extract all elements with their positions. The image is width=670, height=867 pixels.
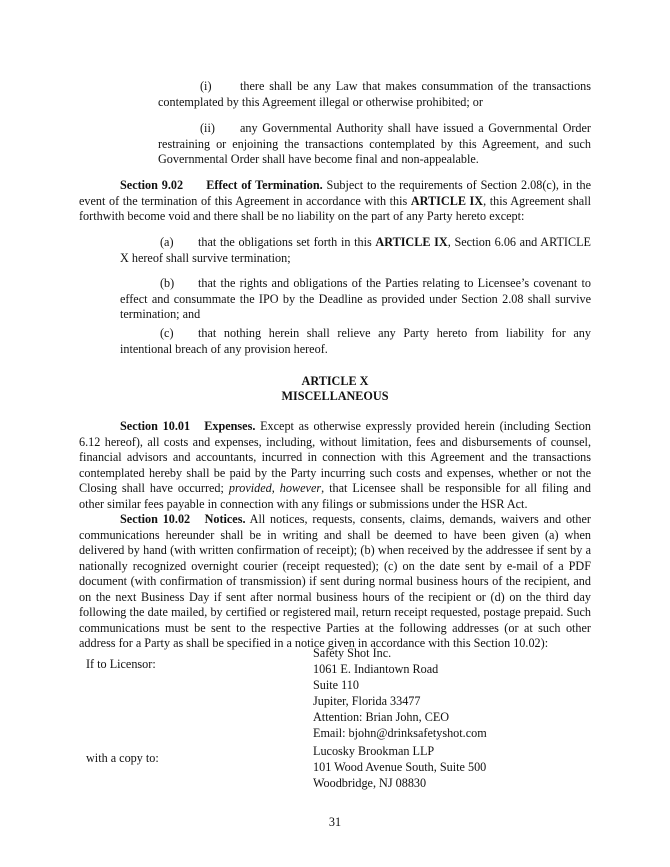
clause-c (120, 326, 591, 357)
section-text-b: , that Licensee shall be responsible for all filing and other similar fees payable in connection with any filings or submissions under the HSR Act. (79, 481, 591, 511)
clause-b (120, 276, 591, 323)
clause-text: any Governmental Authority shall have issued a Governmental Order restraining or enjoining the transactions contemplated by this Agreement, and such Governmental Order shall have become final and non-appealable. (158, 121, 591, 166)
page-number: 31 (328, 815, 342, 829)
clause-text-a: that the obligations set forth in this (198, 235, 376, 249)
clause-number: (c) (160, 326, 174, 340)
section-text-a: Subject to the requirements of Section 2.08(c), in the event of the termination of this Agreement in accordance with this (79, 178, 591, 208)
section-10-02 (79, 512, 591, 652)
article-ref: ARTICLE IX (410, 193, 484, 208)
section-number: Section 10.01 (120, 419, 191, 433)
clause-text: that nothing herein shall relieve any Party hereto from liability for any intentional breach of any provision hereof. (120, 326, 591, 356)
address-line: Attention: Brian John, CEO (313, 710, 450, 724)
address-line: Suite 110 (313, 678, 359, 692)
clause-number: (b) (160, 276, 175, 290)
address-line: 1061 E. Indiantown Road (313, 662, 439, 676)
article-title: ARTICLE X (301, 374, 369, 388)
section-text: All notices, requests, consents, claims, demands, waivers and other communications hereunder shall be in writing and shall be deemed to have been given (a) when delivered by hand (with written confirmation of receipt); (b) when received by the addressee if sent by a nationally recognized overnight courier (receipt requested); (c) on the date sent by e-mail of a PDF document (with confirmation of transmission) if sent during normal business hours of the recipient, and on the next Business Day if sent after normal business hours of the recipient or (d) on the third day following the date mailed, by certified or registered mail, return receipt requested, postage prepaid. Such communications must be sent to the respective Parties at the following addresses (or at such other address for a Party as shall be specified in a notice given in accordance with this Section 10.02): (79, 512, 591, 650)
copy-to-label: with a copy to: (86, 751, 159, 765)
address-line: Email: bjohn@drinksafetyshot.com (313, 726, 487, 740)
licensor-label: If to Licensor: (86, 657, 156, 671)
clause-a (120, 235, 591, 266)
article-ref: ARTICLE IX (375, 235, 448, 249)
clause-text: that the rights and obligations of the Parties relating to Licensee’s covenant to effect and consummate the IPO by the Deadline as provided under Section 2.08 shall survive termination; and (120, 276, 591, 321)
article-subtitle: MISCELLANEOUS (281, 389, 389, 403)
section-heading: Expenses. (204, 419, 256, 433)
section-10-01 (79, 419, 591, 512)
proviso-italic: provided, however (228, 481, 322, 495)
address-line: 101 Wood Avenue South, Suite 500 (313, 760, 487, 774)
clause-number: (i) (200, 79, 212, 93)
clause-text-b: , Section 6.06 and ARTICLE X hereof shall survive termination; (120, 235, 591, 265)
licensor-address (313, 645, 487, 741)
section-9-02 (79, 178, 591, 225)
address-line: Safety Shot Inc. (313, 646, 392, 660)
section-text-a: Except as otherwise expressly provided herein (including Section 6.12 hereof), all costs and expenses, including, without limitation, fees and disbursements of counsel, financial advisors and accountants, incurred in connection with this Agreement and the transactions contemplated hereby shall be paid by the Party incurring such costs and expenses, whether or not the Closing shall have occurred; (79, 419, 591, 495)
section-heading: Notices. (204, 512, 246, 526)
clause-ii (158, 121, 591, 168)
clause-i (158, 79, 591, 110)
clause-text: there shall be any Law that makes consummation of the transactions contemplated by this Agreement illegal or otherwise prohibited; or (158, 79, 591, 109)
section-heading: Effect of Termination. (206, 178, 323, 192)
clause-number: (a) (160, 235, 174, 249)
section-text-b: , this Agreement shall forthwith become void and there shall be no liability on the part of any Party hereto except: (79, 193, 591, 223)
copy-to-address (313, 743, 486, 791)
address-line: Jupiter, Florida 33477 (313, 694, 421, 708)
section-number: Section 9.02 (120, 178, 184, 192)
section-number: Section 10.02 (120, 512, 191, 526)
address-line: Lucosky Brookman LLP (313, 744, 435, 758)
address-line: Woodbridge, NJ 08830 (313, 776, 427, 790)
clause-number: (ii) (200, 121, 215, 135)
